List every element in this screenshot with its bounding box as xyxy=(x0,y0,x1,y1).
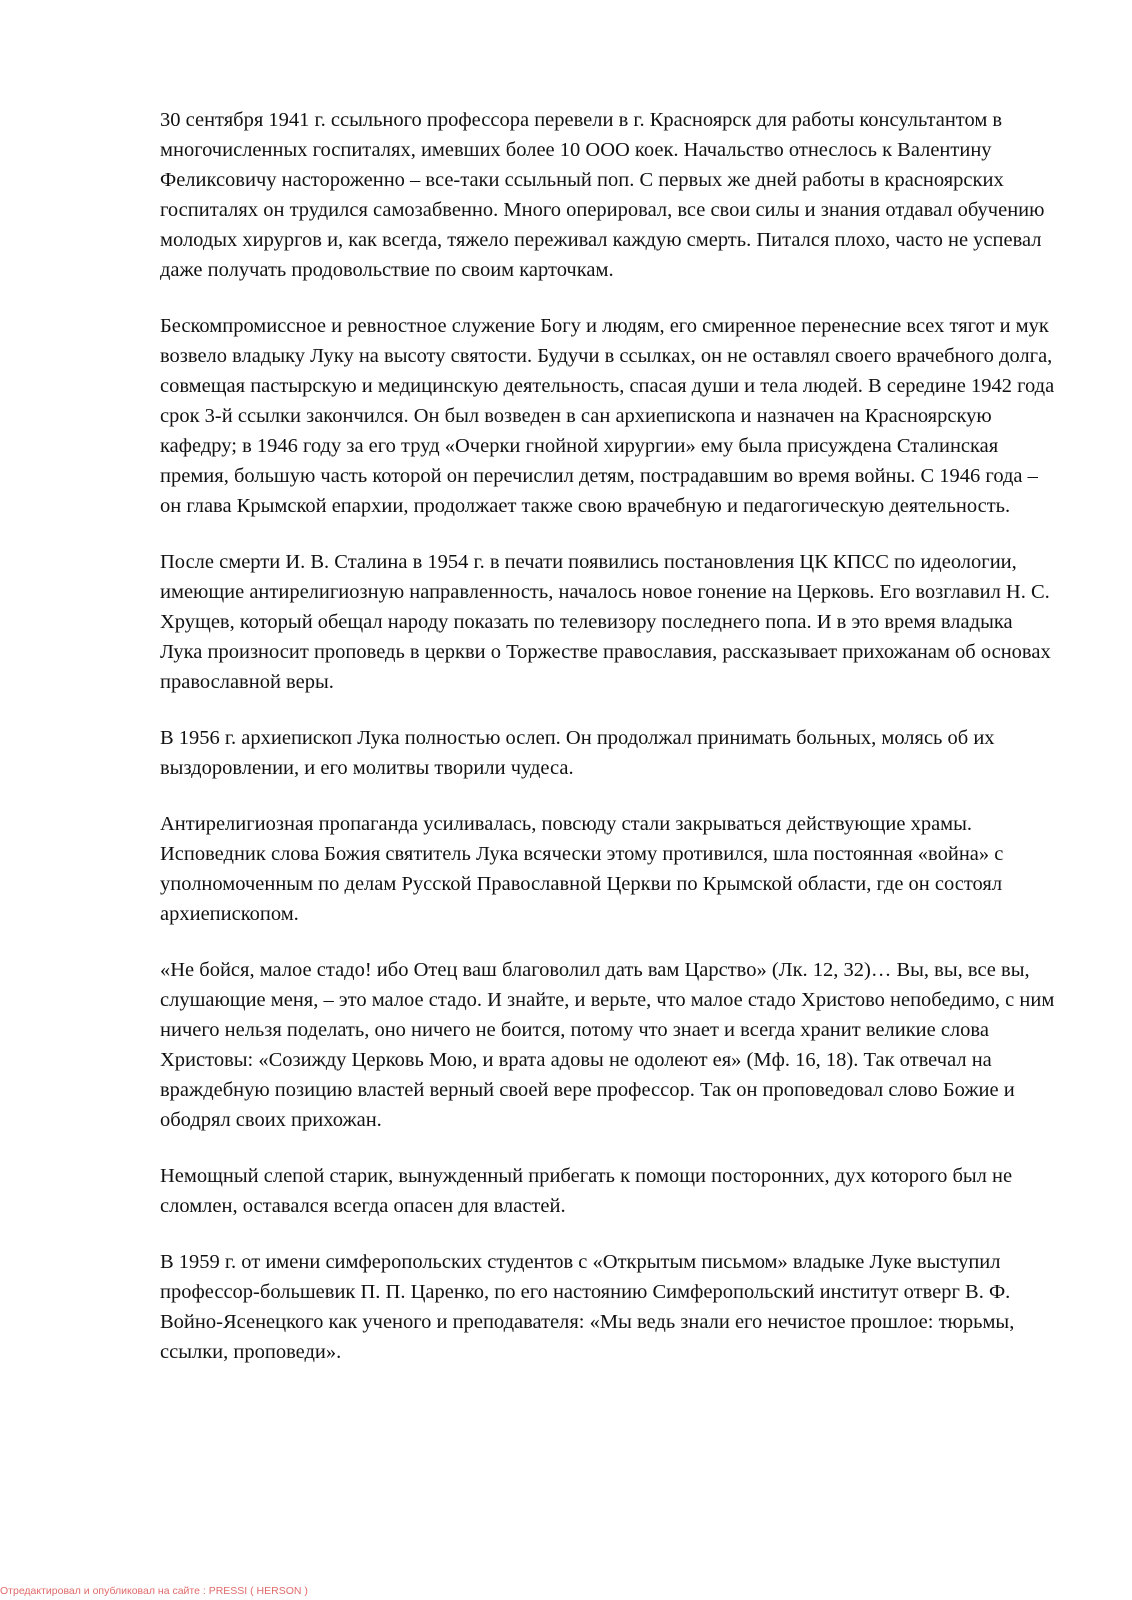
paragraph-3: После смерти И. В. Сталина в 1954 г. в печати появились постановления ЦК КПСС по идеологии, имеющие антирелигиозную направленность, началось новое гонение на Церковь. Его возглавил Н. С. Хрущев, который обещал народу показать по телевизору последнего попа. И в это время владыка Лука произносит проповедь в церкви о Торжестве православия, рассказывает прихожанам об основах православной веры. xyxy=(160,551,1051,693)
paragraph-5: Антирелигиозная пропаганда усиливалась, повсюду стали закрываться действующие храмы. Исповедник слова Божия святитель Лука всячески этому противился, шла постоянная «война» с уполномоченным по делам Русской Православной Церкви по Крымской области, где он состоял архиепископом. xyxy=(160,813,1004,925)
paragraph-6: «Не бойся, малое стадо! ибо Отец ваш благоволил дать вам Царство» (Лк. 12, 32)… Вы, вы, все вы, слушающие меня, – это малое стадо. И знайте, и верьте, что малое стадо Христово непобедимо, с ним ничего нельзя поделать, оно ничего не боится, потому что знает и всегда хранит великие слова Христовы: «Созижду Церковь Мою, и врата адовы не одолеют ея» (Мф. 16, 18). Так отвечал на враждебную позицию властей верный своей вере профессор. Так он проповедовал слово Божие и ободрял своих прихожан. xyxy=(160,959,1055,1131)
paragraph-1: 30 сентября 1941 г. ссыльного профессора перевели в г. Красноярск для работы консультантом в многочисленных госпиталях, имевших более 10 ООО коек. Начальство отнеслось к Валентину Феликсовичу настороженно – все-таки ссыльный поп. С первых же дней работы в красноярских госпиталях он трудился самозабвенно. Много оперировал, все свои силы и знания отдавал обучению молодых хирургов и, как всегда, тяжело переживал каждую смерть. Питался плохо, часто не успевал даже получать продовольствие по своим карточкам. xyxy=(160,109,1045,281)
footer-credit: Отредактировал и опубликовал на сайте : PRESSI ( HERSON ) xyxy=(0,1585,308,1597)
paragraph-7: Немощный слепой старик, вынужденный прибегать к помощи посторонних, дух которого был не сломлен, оставался всегда опасен для властей. xyxy=(160,1165,1013,1217)
paragraph-4: В 1956 г. архиепископ Лука полностью ослеп. Он продолжал принимать больных, молясь об их выздоровлении, и его молитвы творили чудеса. xyxy=(160,727,995,779)
paragraph-8: В 1959 г. от имени симферопольских студентов с «Открытым письмом» владыке Луке выступил профессор-большевик П. П. Царенко, по его настоянию Симферопольский институт отверг В. Ф. Войно-Ясенецкого как ученого и преподавателя: «Мы ведь знали его нечистое прошлое: тюрьмы, ссылки, проповеди». xyxy=(160,1251,1015,1363)
document-body xyxy=(160,105,1060,1393)
paragraph-2: Бескомпромиссное и ревностное служение Богу и людям, его смиренное перенесние всех тягот и мук возвело владыку Луку на высоту святости. Будучи в ссылках, он не оставлял своего врачебного долга, совмещая пастырскую и медицинскую деятельность, спасая души и тела людей. В середине 1942 года срок 3-й ссылки закончился. Он был возведен в сан архиепископа и назначен на Красноярскую кафедру; в 1946 году за его труд «Очерки гнойной хирургии» ему была присуждена Сталинская премия, большую часть которой он перечислил детям, пострадавшим во время войны. С 1946 года – он глава Крымской епархии, продолжает также свою врачебную и педагогическую деятельность. xyxy=(160,315,1055,517)
